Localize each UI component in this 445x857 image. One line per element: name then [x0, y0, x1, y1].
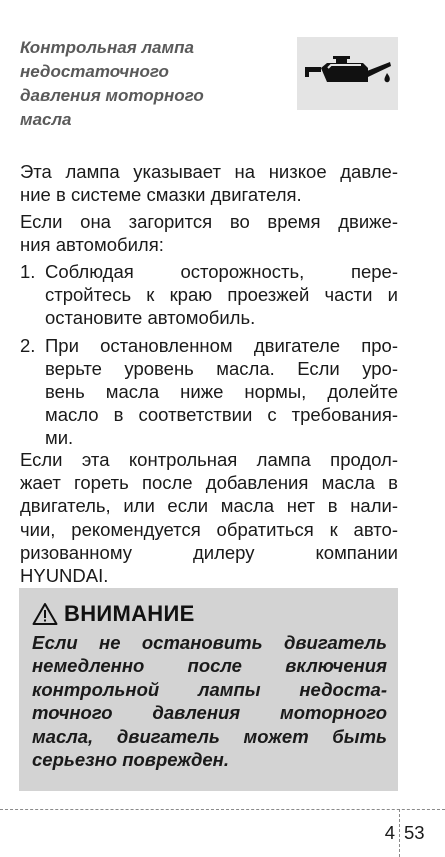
intro-paragraph — [20, 160, 398, 206]
text-line: жает гореть после добавления масла в — [20, 472, 398, 494]
text-line: остановите автомобиль. — [45, 307, 256, 329]
text-line: масло в соответствии с требования- — [45, 404, 398, 426]
text-line: Если она загорится во время движе- — [20, 211, 398, 232]
section-title-line: Контрольная лампа — [20, 38, 194, 57]
page-number: 53 — [404, 822, 425, 843]
text-line: масла, двигатель может быть — [32, 725, 387, 747]
steps-list — [20, 260, 398, 450]
text-line: двигатель, или если масла нет в нали- — [20, 495, 398, 517]
text-line: Если эта контрольная лампа продол- — [20, 449, 398, 470]
warning-title: ВНИМАНИЕ — [64, 601, 195, 626]
step-number: 2. — [20, 334, 36, 356]
text-line: ние в системе смазки двигателя. — [20, 184, 302, 206]
oil-lamp-icon-box — [297, 37, 398, 110]
text-line: При остановленном двигателе про- — [45, 334, 398, 356]
warning-triangle-icon — [32, 602, 58, 626]
text-line: HYUNDAI. — [20, 565, 109, 587]
text-line: Эта лампа указывает на низкое давле- — [20, 161, 398, 182]
text-line: верьте уровень масла. Если уро- — [45, 357, 398, 379]
condition-paragraph — [20, 210, 398, 256]
section-title-line: давления моторного — [20, 86, 204, 105]
warning-heading — [32, 601, 195, 627]
text-line: ми. — [45, 427, 74, 449]
text-line: серьезно поврежден. — [32, 749, 229, 771]
section-title-line: недостаточного — [20, 62, 169, 81]
section-title — [20, 36, 280, 132]
text-line: точного давления моторного — [32, 702, 387, 724]
text-line: немедленно после включения — [32, 655, 387, 677]
footer-divider — [0, 809, 445, 810]
step-number: 1. — [20, 261, 36, 282]
chapter-number: 4 — [384, 822, 395, 843]
text-line: Соблюдая осторожность, пере- — [45, 261, 398, 282]
text-line: контрольной лампы недоста- — [32, 678, 387, 700]
step-item — [20, 260, 398, 330]
text-line: Если не остановить двигатель — [32, 632, 387, 653]
warning-box — [19, 588, 398, 791]
followup-paragraph — [20, 448, 398, 587]
text-line: вень масла ниже нормы, долейте — [45, 381, 398, 403]
section-title-line: масла — [20, 110, 72, 129]
text-line: ризованному дилеру компании — [20, 541, 398, 563]
warning-text — [32, 631, 387, 771]
text-line: стройтесь к краю проезжей части и — [45, 284, 398, 306]
text-line: чии, рекомендуется обратиться к авто- — [20, 518, 398, 540]
page-number-divider — [399, 809, 400, 857]
text-line: ния автомобиля: — [20, 234, 164, 256]
oil-pressure-warning-icon — [297, 37, 398, 110]
step-item — [20, 334, 398, 450]
